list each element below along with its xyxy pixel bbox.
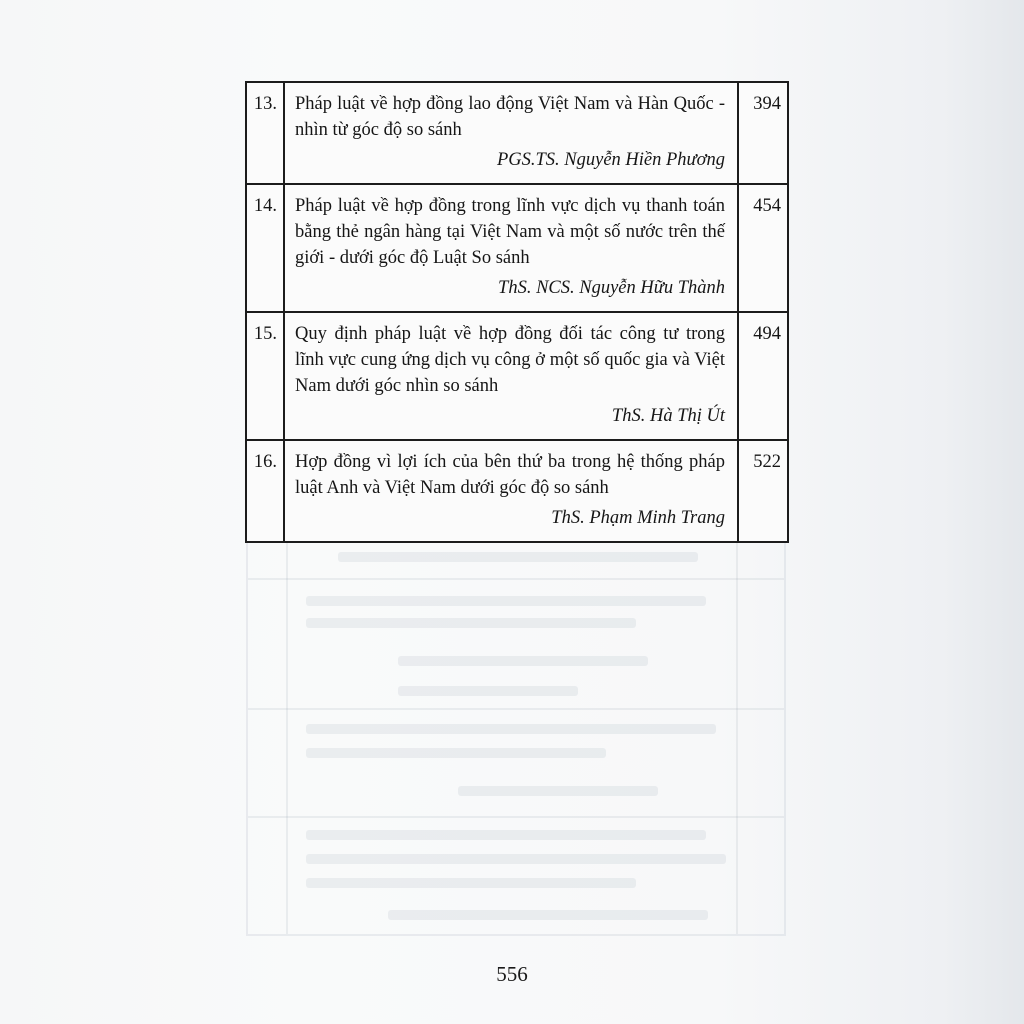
entry-page: 522 (738, 440, 788, 542)
entry-number: 15. (246, 312, 284, 440)
entry-title: Pháp luật về hợp đồng trong lĩnh vực dịch vụ thanh toán bằng thẻ ngân hàng tại Việt Nam và một số nước trên thế giới - dưới góc độ Luật So sánh (295, 196, 725, 268)
entry-title: Hợp đồng vì lợi ích của bên thứ ba trong hệ thống pháp luật Anh và Việt Nam dưới góc độ so sánh (295, 452, 725, 498)
toc-entry-15 (246, 312, 788, 440)
entry-page: 394 (738, 82, 788, 184)
entry-author: ThS. Phạm Minh Trang (551, 508, 725, 528)
entry-author: ThS. Hà Thị Út (611, 406, 725, 426)
entry-content (284, 184, 738, 312)
entry-number: 13. (246, 82, 284, 184)
entry-content (284, 312, 738, 440)
entry-title: Quy định pháp luật về hợp đồng đối tác công tư trong lĩnh vực cung ứng dịch vụ công ở một số quốc gia và Việt Nam dưới góc nhìn so sánh (295, 324, 725, 396)
toc-entry-14 (246, 184, 788, 312)
entry-title: Pháp luật về hợp đồng lao động Việt Nam và Hàn Quốc - nhìn từ góc độ so sánh (295, 94, 725, 140)
entry-author: ThS. NCS. Nguyễn Hữu Thành (498, 278, 725, 298)
entry-content (284, 82, 738, 184)
entry-author: PGS.TS. Nguyễn Hiền Phương (496, 150, 725, 170)
entry-page: 454 (738, 184, 788, 312)
entry-number: 14. (246, 184, 284, 312)
toc-entry-13 (246, 82, 788, 184)
table-of-contents (245, 81, 789, 543)
entry-content (284, 440, 738, 542)
bleed-through-content (246, 536, 786, 936)
entry-page: 494 (738, 312, 788, 440)
toc-entry-16 (246, 440, 788, 542)
entry-number: 16. (246, 440, 284, 542)
page-number: 556 (496, 962, 528, 986)
